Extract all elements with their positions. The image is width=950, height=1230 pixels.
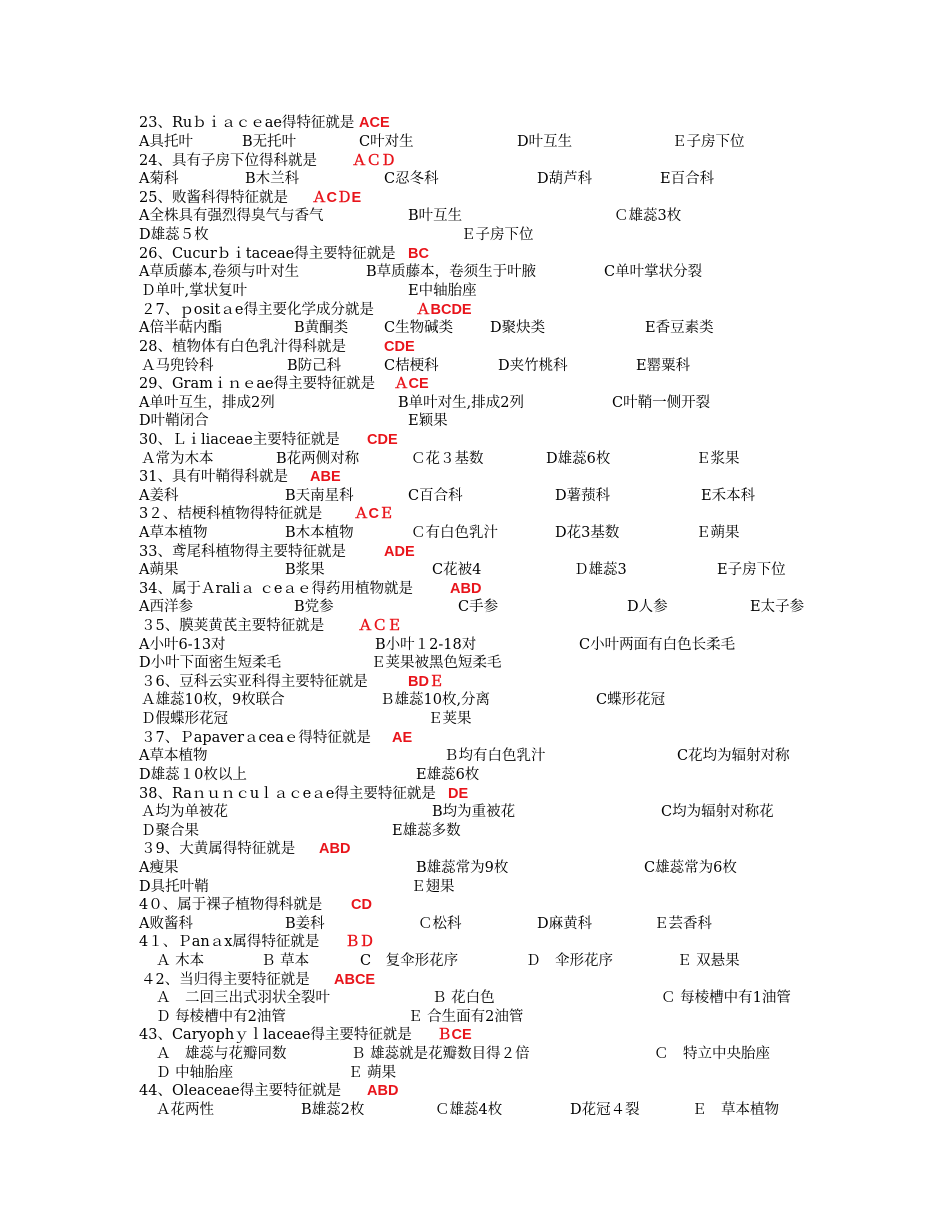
- question-line: [0, 617, 950, 636]
- option-text: E禾本科: [701, 488, 756, 504]
- option-text: B雄蕊2枚: [301, 1102, 365, 1118]
- question-line: [0, 785, 950, 804]
- question-text: 29、Gramｉｎｅae得主要特征就是: [139, 376, 376, 392]
- answer-text: ＡＣＥ: [358, 618, 402, 634]
- options-line: [0, 170, 950, 189]
- option-text: E雄蕊多数: [392, 823, 461, 839]
- options-line: [0, 859, 950, 878]
- option-text: B天南星科: [285, 488, 354, 504]
- option-text: B草质藤本，卷须生于叶腋: [366, 264, 537, 280]
- options-line: [0, 319, 950, 338]
- question-line: [0, 840, 950, 859]
- options-line: [0, 766, 950, 785]
- answer-text: ＡCE: [394, 376, 429, 392]
- question-text: 23、Ruｂｉａｃｅae得特征就是: [139, 115, 355, 131]
- question-line: [0, 729, 950, 748]
- option-text: B小叶１2-18对: [375, 637, 477, 653]
- options-line: [0, 394, 950, 413]
- option-text: Ｃ雄蕊3枚: [614, 208, 682, 224]
- option-text: A单叶互生，排成2列: [139, 395, 275, 411]
- options-line: [0, 654, 950, 673]
- options-line: [0, 263, 950, 282]
- option-text: E颖果: [408, 413, 448, 429]
- option-text: Ｅ子房下位: [461, 227, 534, 243]
- option-text: A草质藤本,卷须与叶对生: [139, 264, 300, 280]
- options-line: [0, 952, 950, 971]
- question-text: 24、具有子房下位得科就是: [139, 153, 317, 169]
- option-text: Ｃ 每棱槽中有1油管: [661, 990, 791, 1006]
- option-text: E太子参: [750, 599, 805, 615]
- question-line: [0, 1082, 950, 1101]
- option-text: A小叶6-13对: [139, 637, 226, 653]
- option-text: D花冠４裂: [570, 1102, 640, 1118]
- option-text: Ａ均为单被花: [141, 804, 228, 820]
- answer-text: BC: [408, 246, 429, 262]
- options-line: [0, 524, 950, 543]
- option-text: Ａ马兜铃科: [141, 358, 214, 374]
- answer-text: CDE: [384, 339, 415, 355]
- question-text: ３7、Ｐapaverａceaｅ得特征就是: [141, 730, 371, 746]
- option-text: Ｅ荚果: [428, 711, 472, 727]
- option-text: Ａ 雄蕊与花瓣同数: [156, 1046, 287, 1062]
- option-text: C手参: [458, 599, 499, 615]
- option-text: Ｂ 花白色: [432, 990, 495, 1006]
- question-text: 26、Cucurｂｉtaceae得主要特征就是: [139, 246, 396, 262]
- option-text: A西洋参: [139, 599, 193, 615]
- option-text: B黄酮类: [294, 320, 349, 336]
- option-text: A败酱科: [139, 916, 193, 932]
- answer-text: CDE: [367, 432, 398, 448]
- option-text: E子房下位: [717, 562, 786, 578]
- option-text: Ｄ聚合果: [141, 823, 199, 839]
- options-line: [0, 878, 950, 897]
- option-text: C桔梗科: [384, 358, 439, 374]
- question-text: 43、Caryophｙｌlaceae得主要特征就是: [139, 1027, 412, 1043]
- option-text: Ｄ雄蕊3: [574, 562, 627, 578]
- question-line: [0, 580, 950, 599]
- options-line: [0, 133, 950, 152]
- option-text: Ｅ浆果: [696, 451, 740, 467]
- question-line: [0, 543, 950, 562]
- answer-text: ACE: [359, 115, 390, 131]
- option-text: Ｄ假蝶形花冠: [141, 711, 228, 727]
- question-text: 34、属于Ａraliａ ｃeａｅ得药用植物就是: [139, 581, 413, 597]
- option-text: Ｅ翅果: [411, 879, 455, 895]
- option-text: B木兰科: [245, 171, 300, 187]
- option-text: E中轴胎座: [408, 283, 477, 299]
- option-text: A倍半萜内酯: [139, 320, 222, 336]
- option-text: B无托叶: [242, 134, 297, 150]
- option-text: C雄蕊常为6枚: [644, 860, 737, 876]
- question-line: [0, 152, 950, 171]
- question-line: [0, 431, 950, 450]
- option-text: B姜科: [285, 916, 325, 932]
- question-text: 38、Raｎｕｎｃuｌａｃeａe得主要特征就是: [139, 786, 436, 802]
- option-text: C单叶掌状分裂: [604, 264, 703, 280]
- question-line: [0, 896, 950, 915]
- answer-text: AE: [392, 730, 413, 746]
- option-text: Ｃ花３基数: [411, 451, 484, 467]
- options-line: [0, 710, 950, 729]
- option-text: Ａ花两性: [156, 1102, 214, 1118]
- option-text: E雄蕊6枚: [416, 767, 480, 783]
- options-line: [0, 1064, 950, 1083]
- option-text: Ｃ有白色乳汁: [411, 525, 498, 541]
- answer-text: DE: [448, 786, 469, 802]
- option-text: Ｄ 中轴胎座: [156, 1065, 234, 1081]
- answer-text: ADE: [384, 544, 415, 560]
- option-text: Ｄ单叶,掌状复叶: [141, 283, 248, 299]
- options-line: [0, 1008, 950, 1027]
- option-text: D花3基数: [555, 525, 620, 541]
- option-text: B叶互生: [408, 208, 463, 224]
- option-text: E香豆素类: [645, 320, 714, 336]
- question-text: ３6、豆科云实亚科得主要特征就是: [141, 674, 368, 690]
- options-line: [0, 561, 950, 580]
- option-text: B均为重被花: [432, 804, 516, 820]
- option-text: A草本植物: [139, 525, 208, 541]
- question-text: 28、植物体有白色乳汁得科就是: [139, 339, 346, 355]
- option-text: Ｅ 双悬果: [677, 953, 740, 969]
- option-text: Ｅ蒴果: [696, 525, 740, 541]
- option-text: D夹竹桃科: [498, 358, 568, 374]
- question-text: 3２、桔梗科植物得特征就是: [139, 506, 323, 522]
- option-text: E罂粟科: [636, 358, 691, 374]
- option-text: B浆果: [285, 562, 325, 578]
- options-line: [0, 226, 950, 245]
- option-text: Ｃ雄蕊4枚: [435, 1102, 503, 1118]
- question-text: 31、具有叶鞘得科就是: [139, 469, 288, 485]
- option-text: D叶互生: [517, 134, 573, 150]
- question-text: 25、败酱科得特征就是: [139, 190, 288, 206]
- options-line: [0, 282, 950, 301]
- question-text: 33、鸢尾科植物得主要特征就是: [139, 544, 346, 560]
- option-text: C花均为辐射对称: [677, 748, 790, 764]
- option-text: A草本植物: [139, 748, 208, 764]
- answer-text: ＡCＤE: [312, 190, 362, 206]
- option-text: C叶对生: [359, 134, 414, 150]
- options-line: [0, 1101, 950, 1120]
- question-line: [0, 468, 950, 487]
- answer-text: ＢCE: [437, 1027, 472, 1043]
- option-text: D雄蕊１0枚以上: [139, 767, 247, 783]
- option-text: C生物碱类: [384, 320, 454, 336]
- option-text: C 复伞形花序: [360, 953, 459, 969]
- options-line: [0, 412, 950, 431]
- option-text: Ｅ 合生面有2油管: [408, 1009, 524, 1025]
- answer-text: ＡBCDE: [416, 302, 472, 318]
- question-text: ３5、膜荚黄芪主要特征就是: [141, 618, 325, 634]
- option-text: Ｃ松科: [418, 916, 462, 932]
- question-text: 4０、属于裸子植物得科就是: [139, 897, 323, 913]
- answer-text: ABCE: [334, 972, 376, 988]
- options-line: [0, 636, 950, 655]
- option-text: A全株具有强烈得臭气与香气: [139, 208, 324, 224]
- option-text: D雄蕊５枚: [139, 227, 209, 243]
- question-line: [0, 375, 950, 394]
- options-line: [0, 1045, 950, 1064]
- option-text: Ｄ 每棱槽中有2油管: [156, 1009, 286, 1025]
- answer-text: ＢＤ: [345, 934, 374, 950]
- options-line: [0, 487, 950, 506]
- question-text: ２7、ｐositａe得主要化学成分就是: [141, 302, 374, 318]
- option-text: C蝶形花冠: [596, 692, 666, 708]
- option-text: D具托叶鞘: [139, 879, 209, 895]
- option-text: B防己科: [287, 358, 342, 374]
- question-text: ４2、当归得主要特征就是: [141, 972, 310, 988]
- options-line: [0, 747, 950, 766]
- question-text: 4１、Ｐanａx属得特征就是: [139, 934, 320, 950]
- option-text: D叶鞘闭合: [139, 413, 209, 429]
- option-text: D小叶下面密生短柔毛: [139, 655, 282, 671]
- option-text: Ｄ 伞形花序: [526, 953, 613, 969]
- option-text: C均为辐射对称花: [661, 804, 774, 820]
- option-text: Ａ常为木本: [141, 451, 214, 467]
- question-line: [0, 189, 950, 208]
- answer-text: ＡＣＤ: [352, 153, 396, 169]
- answer-text: ABD: [450, 581, 482, 597]
- option-text: A姜科: [139, 488, 179, 504]
- option-text: Ａ雄蕊10枚，9枚联合: [141, 692, 285, 708]
- option-text: Ｅ 草本植物: [692, 1102, 779, 1118]
- option-text: A菊科: [139, 171, 179, 187]
- option-text: A瘦果: [139, 860, 179, 876]
- option-text: C小叶两面有白色长柔毛: [579, 637, 736, 653]
- option-text: Ｂ 草本: [261, 953, 310, 969]
- options-line: [0, 915, 950, 934]
- option-text: Ｅ芸香科: [654, 916, 712, 932]
- option-text: Ｂ均有白色乳汁: [444, 748, 546, 764]
- question-line: [0, 673, 950, 692]
- answer-text: CD: [351, 897, 372, 913]
- question-line: [0, 1026, 950, 1045]
- option-text: A具托叶: [139, 134, 193, 150]
- options-line: [0, 803, 950, 822]
- options-line: [0, 691, 950, 710]
- question-text: ３9、大黄属得特征就是: [141, 841, 296, 857]
- option-text: B党参: [294, 599, 334, 615]
- option-text: C百合科: [408, 488, 463, 504]
- option-text: D雄蕊6枚: [546, 451, 611, 467]
- question-line: [0, 301, 950, 320]
- option-text: B单叶对生,排成2列: [398, 395, 524, 411]
- answer-text: ABD: [319, 841, 351, 857]
- question-line: [0, 245, 950, 264]
- option-text: E百合科: [660, 171, 715, 187]
- option-text: Ａ 木本: [156, 953, 205, 969]
- option-text: Ｂ雄蕊10枚,分离: [380, 692, 491, 708]
- options-line: [0, 450, 950, 469]
- option-text: Ａ 二回三出式羽状全裂叶: [156, 990, 330, 1006]
- question-line: [0, 971, 950, 990]
- question-line: [0, 114, 950, 133]
- option-text: C花被4: [432, 562, 482, 578]
- option-text: Ｅ 蒴果: [348, 1065, 397, 1081]
- option-text: C忍冬科: [384, 171, 439, 187]
- question-line: [0, 338, 950, 357]
- question-line: [0, 505, 950, 524]
- option-text: Ｃ 特立中央胎座: [654, 1046, 770, 1062]
- option-text: B木本植物: [285, 525, 354, 541]
- option-text: D聚炔类: [490, 320, 546, 336]
- options-line: [0, 989, 950, 1008]
- option-text: D薯蓣科: [555, 488, 611, 504]
- option-text: A蒴果: [139, 562, 179, 578]
- option-text: D麻黄科: [537, 916, 593, 932]
- question-text: 44、Oleaceae得主要特征就是: [139, 1083, 342, 1099]
- question-text: 30、Ｌｉliaceae主要特征就是: [139, 432, 340, 448]
- option-text: B花两侧对称: [276, 451, 360, 467]
- answer-text: BDＥ: [408, 674, 444, 690]
- option-text: Ｅ荚果被黑色短柔毛: [371, 655, 502, 671]
- answer-text: ABD: [367, 1083, 399, 1099]
- options-line: [0, 357, 950, 376]
- answer-text: ＡCＥ: [354, 506, 394, 522]
- option-text: Ｅ子房下位: [672, 134, 745, 150]
- question-line: [0, 933, 950, 952]
- option-text: D人参: [627, 599, 668, 615]
- option-text: C叶鞘一侧开裂: [612, 395, 711, 411]
- options-line: [0, 598, 950, 617]
- option-text: B雄蕊常为9枚: [416, 860, 509, 876]
- options-line: [0, 822, 950, 841]
- answer-text: ABE: [310, 469, 341, 485]
- option-text: D葫芦科: [537, 171, 593, 187]
- option-text: Ｂ 雄蕊就是花瓣数目得２倍: [351, 1046, 530, 1062]
- options-line: [0, 207, 950, 226]
